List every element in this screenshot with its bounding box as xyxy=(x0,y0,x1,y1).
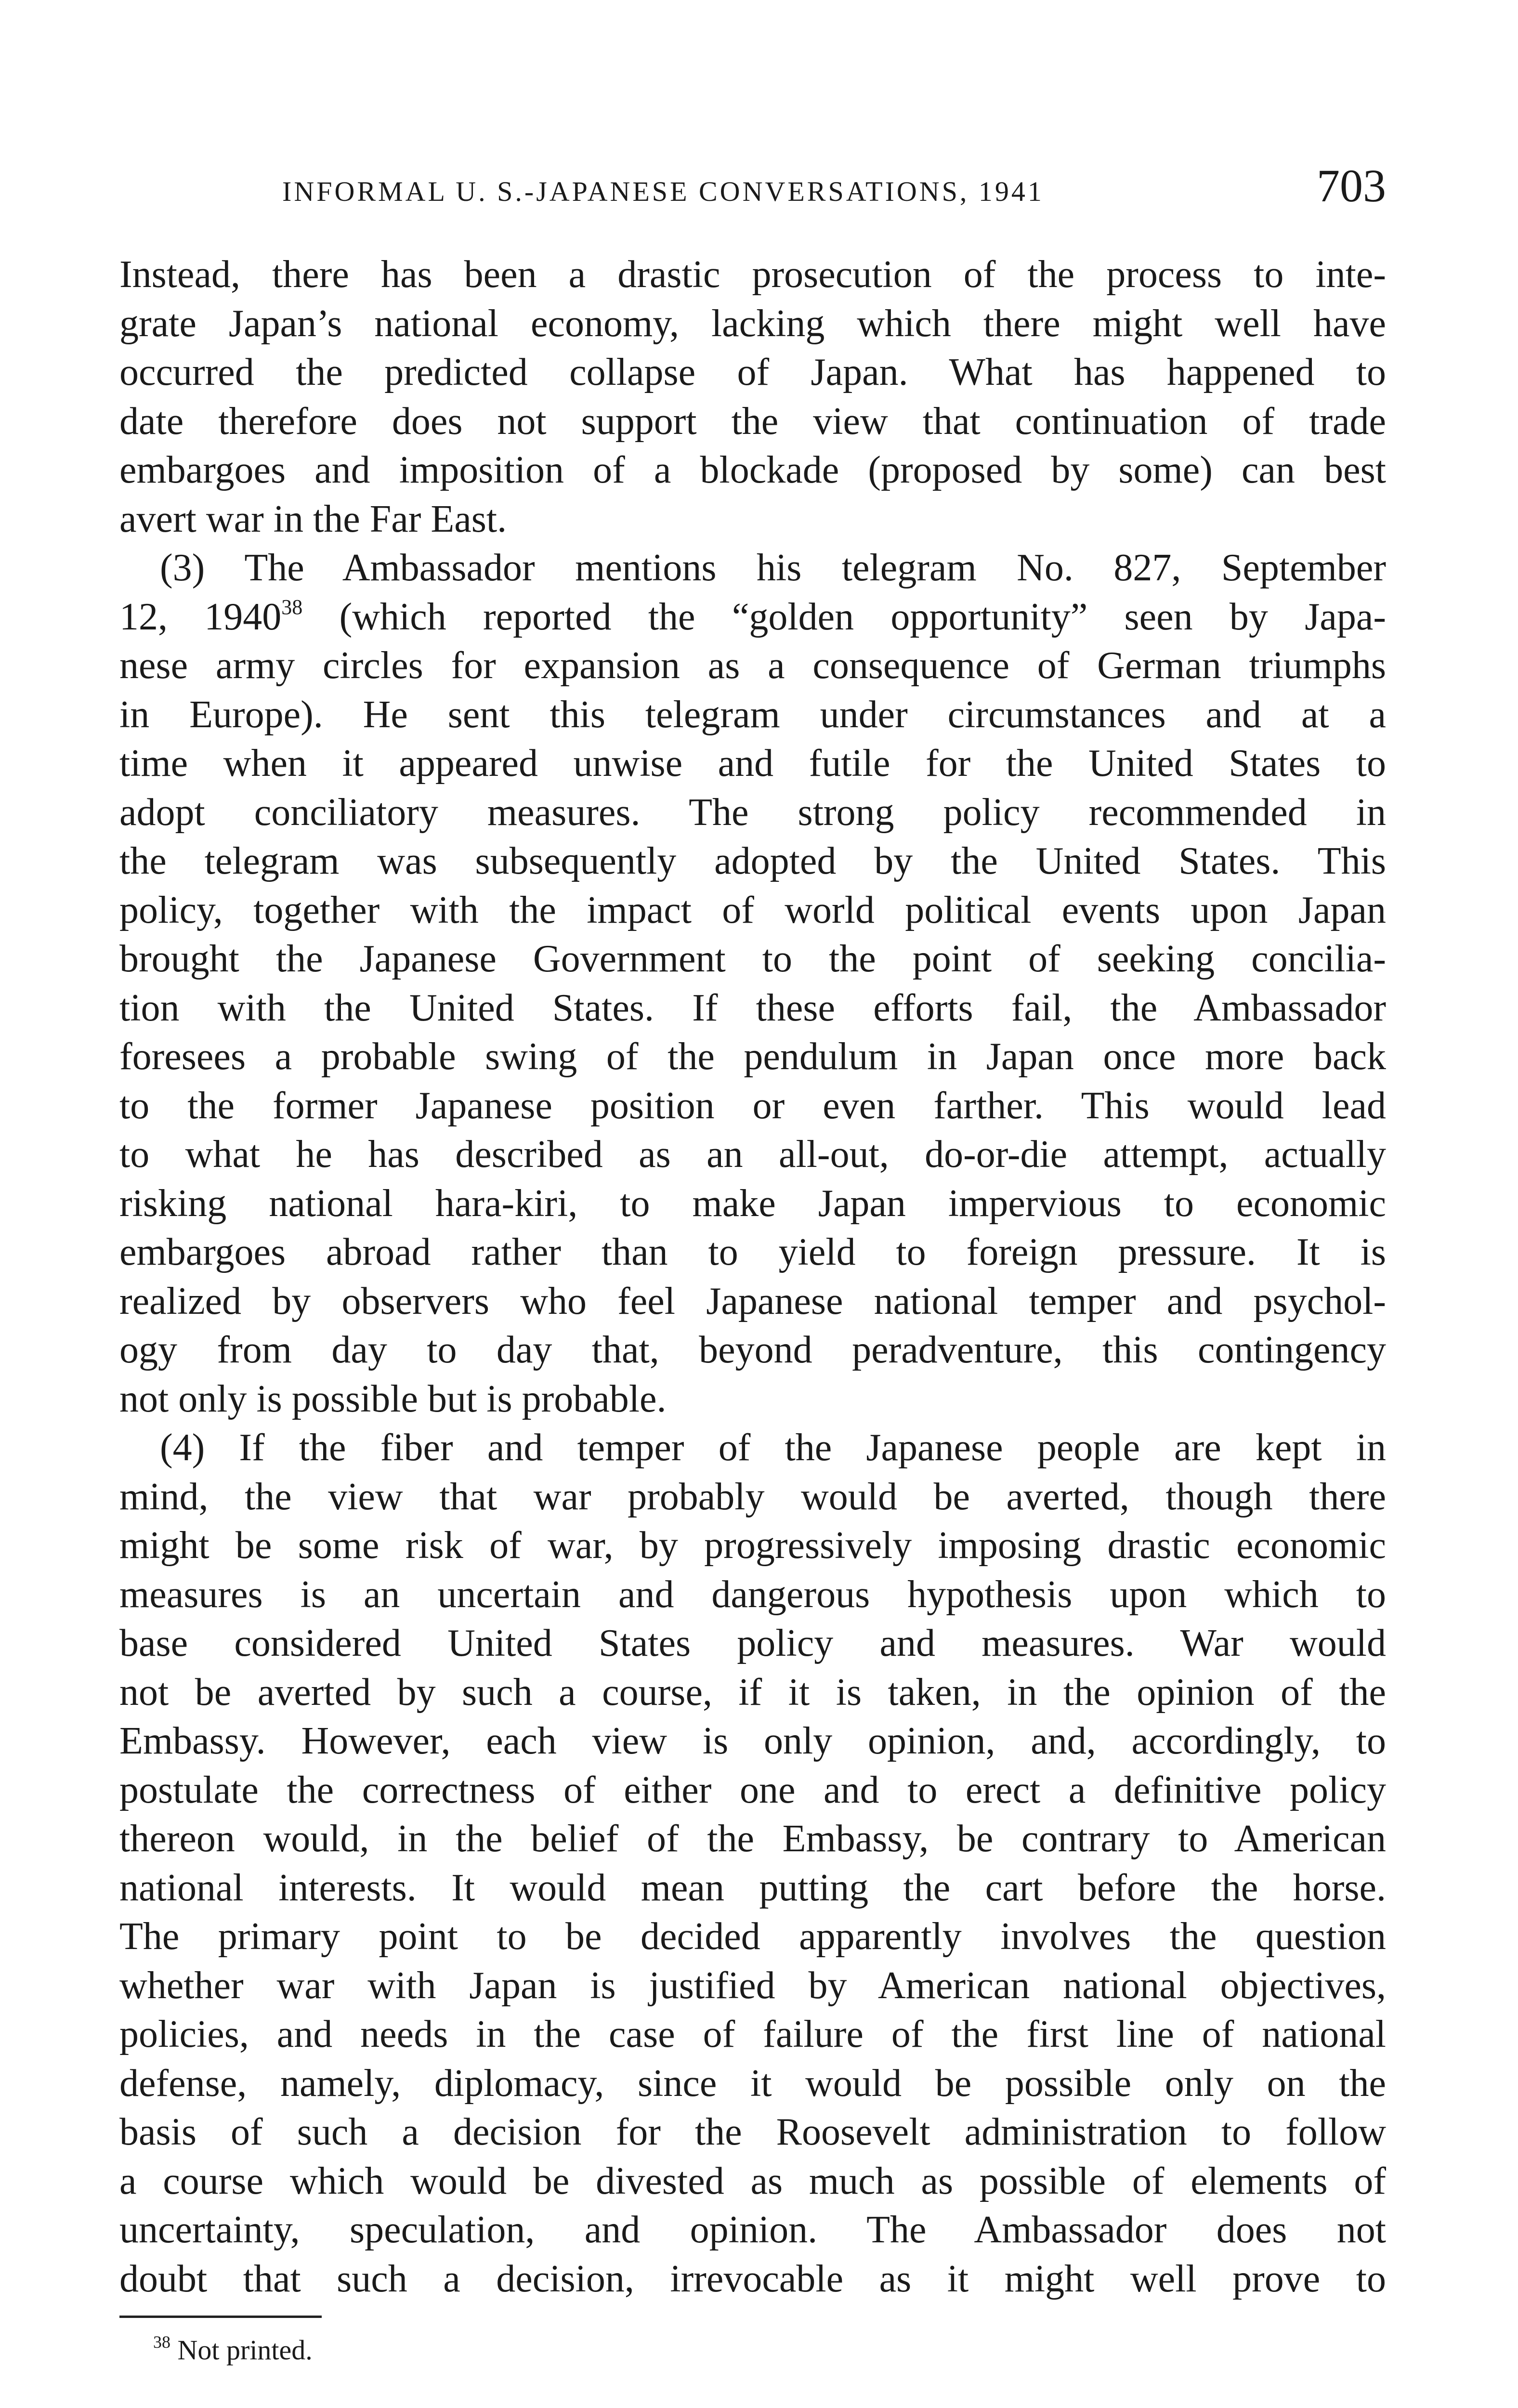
text-line: foresees a probable swing of the pendulum in Japan once more back xyxy=(119,1035,1386,1078)
text-line: date therefore does not support the view that continuation of trade xyxy=(119,400,1386,443)
body-text xyxy=(119,250,1386,2303)
text-line: defense, namely, diplomacy, since it would be possible only on the xyxy=(119,2062,1386,2105)
text-line: base considered United States policy and measures. War would xyxy=(119,1622,1386,1664)
text-line: ogy from day to day that, beyond peradventure, this contingency xyxy=(119,1329,1386,1371)
text-line: tion with the United States. If these efforts fail, the Ambassador xyxy=(119,986,1386,1029)
text-line: policy, together with the impact of world political events upon Japan xyxy=(119,889,1386,931)
footnote-rule xyxy=(119,2316,322,2318)
footnote-marker: 38 xyxy=(153,2332,170,2352)
text-line: (3) The Ambassador mentions his telegram No. 827, September xyxy=(160,547,1386,589)
text-line: the telegram was subsequently adopted by the United States. This xyxy=(119,840,1386,882)
text-line: in Europe). He sent this telegram under circumstances and at a xyxy=(119,693,1386,736)
text-line: nese army circles for expansion as a consequence of German triumphs xyxy=(119,644,1386,687)
text-line: policies, and needs in the case of failure of the first line of national xyxy=(119,2013,1386,2055)
text-line: thereon would, in the belief of the Embassy, be contrary to American xyxy=(119,1818,1386,1860)
text-line: might be some risk of war, by progressively imposing drastic economic xyxy=(119,1524,1386,1567)
text-line: uncertainty, speculation, and opinion. The Ambassador does not xyxy=(119,2209,1386,2251)
text-line: embargoes abroad rather than to yield to foreign pressure. It is xyxy=(119,1231,1386,1273)
text-line: mind, the view that war probably would be averted, though there xyxy=(119,1475,1386,1518)
text-line: not only is possible but is probable. xyxy=(119,1377,667,1420)
text-line: avert war in the Far East. xyxy=(119,497,507,540)
text-line: whether war with Japan is justified by American national objectives, xyxy=(119,1964,1386,2007)
text-line: a course which would be divested as much as possible of elements of xyxy=(119,2159,1386,2202)
text-line: postulate the correctness of either one and to erect a definitive policy xyxy=(119,1768,1386,1811)
footnote xyxy=(153,2334,313,2366)
running-title: INFORMAL U. S.-JAPANESE CONVERSATIONS, 1941 xyxy=(282,176,1044,207)
footnote-text: Not printed. xyxy=(170,2334,313,2366)
text-line: realized by observers who feel Japanese national temper and psychol- xyxy=(119,1280,1386,1322)
text-line: not be averted by such a course, if it is taken, in the opinion of the xyxy=(119,1671,1386,1714)
text-line: national interests. It would mean putting the cart before the horse. xyxy=(119,1866,1386,1909)
text-line: Embassy. However, each view is only opinion, and, accordingly, to xyxy=(119,1720,1386,1762)
page xyxy=(119,159,1387,2366)
footnote-reference: 38 xyxy=(281,595,303,619)
running-head xyxy=(119,159,1386,217)
text-line-with-reference xyxy=(119,593,1386,642)
text-line: adopt conciliatory measures. The strong policy recommended in xyxy=(119,791,1386,834)
text-line: (4) If the fiber and temper of the Japanese people are kept in xyxy=(160,1426,1386,1469)
text-line: measures is an uncertain and dangerous hypothesis upon which to xyxy=(119,1573,1386,1616)
page-number: 703 xyxy=(1317,160,1386,211)
text-fragment: 12, 1940 xyxy=(119,595,282,638)
text-line: basis of such a decision for the Roosevelt administration to follow xyxy=(119,2111,1386,2153)
text-line: time when it appeared unwise and futile for the United States to xyxy=(119,742,1386,785)
text-line: doubt that such a decision, irrevocable as it might well prove to xyxy=(119,2257,1386,2300)
text-line: risking national hara-kiri, to make Japan impervious to economic xyxy=(119,1182,1386,1225)
text-line: The primary point to be decided apparently involves the question xyxy=(119,1915,1386,1958)
text-line: grate Japan’s national economy, lacking which there might well have xyxy=(119,302,1386,345)
text-fragment: (which reported the “golden opportunity” seen by Japa- xyxy=(302,595,1387,638)
text-line: embargoes and imposition of a blockade (proposed by some) can best xyxy=(119,449,1386,491)
text-line: to the former Japanese position or even farther. This would lead xyxy=(119,1084,1386,1127)
text-line: Instead, there has been a drastic prosecution of the process to inte- xyxy=(119,253,1386,296)
text-line: brought the Japanese Government to the point of seeking concilia- xyxy=(119,938,1386,980)
text-line: to what he has described as an all-out, do-or-die attempt, actually xyxy=(119,1133,1386,1176)
text-line: occurred the predicted collapse of Japan. What has happened to xyxy=(119,351,1386,393)
